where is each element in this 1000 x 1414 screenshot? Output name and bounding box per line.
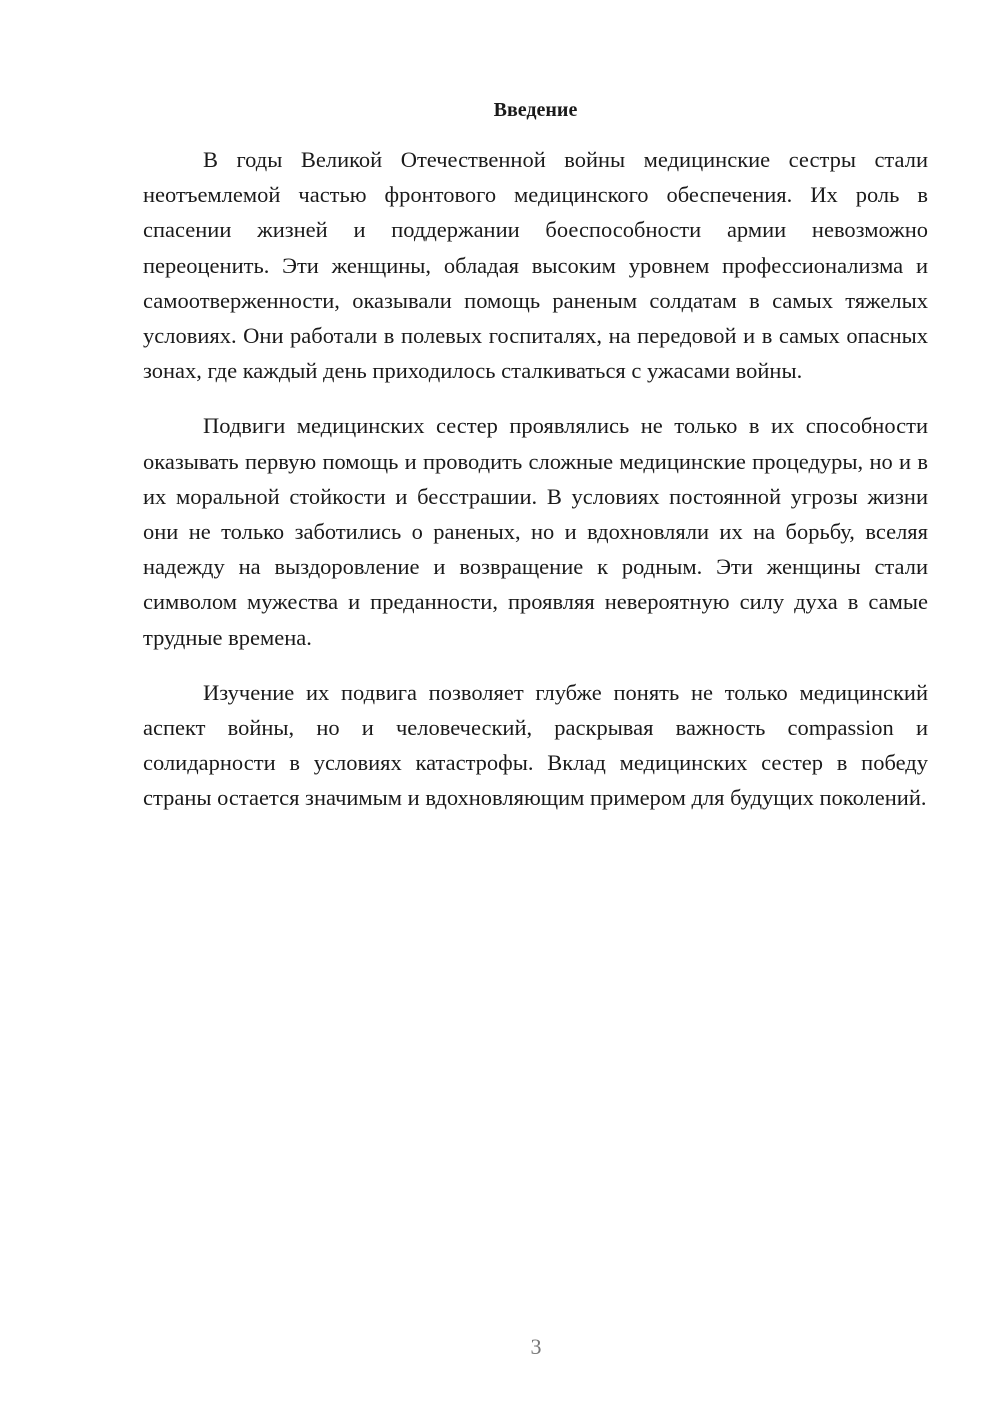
page-number: 3 <box>530 1334 542 1359</box>
paragraph-1: В годы Великой Отечественной войны медицинские сестры стали неотъемлемой частью фронтового медицинского обеспечения. Их роль в спасении жизней и поддержании боеспособности армии невозможно переоценить. Эти женщины, обладая высоким уровнем профессионализма и самоотверженности, оказывали помощь раненым солдатам в самых тяжелых условиях. Они работали в полевых госпиталях, на передовой и в самых опасных зонах, где каждый день приходилось сталкиваться с ужасами войны. <box>143 147 928 384</box>
body-text <box>143 142 928 836</box>
paragraph-2: Подвиги медицинских сестер проявлялись не только в их способности оказывать первую помощь и проводить сложные медицинские процедуры, но и в их моральной стойкости и бесстрашии. В условиях постоянной угрозы жизни они не только заботились о раненых, но и вдохновляли их на борьбу, вселяя надежду на выздоровление и возвращение к родным. Эти женщины стали символом мужества и преданности, проявляя невероятную силу духа в самые трудные времена. <box>143 413 928 650</box>
section-title: Введение <box>493 99 578 121</box>
paragraph-3: Изучение их подвига позволяет глубже понять не только медицинский аспект войны, но и человеческий, раскрывая важность compassion и солидарности в условиях катастрофы. Вклад медицинских сестер в победу страны остается значимым и вдохновляющим примером для будущих поколений. <box>143 679 928 811</box>
